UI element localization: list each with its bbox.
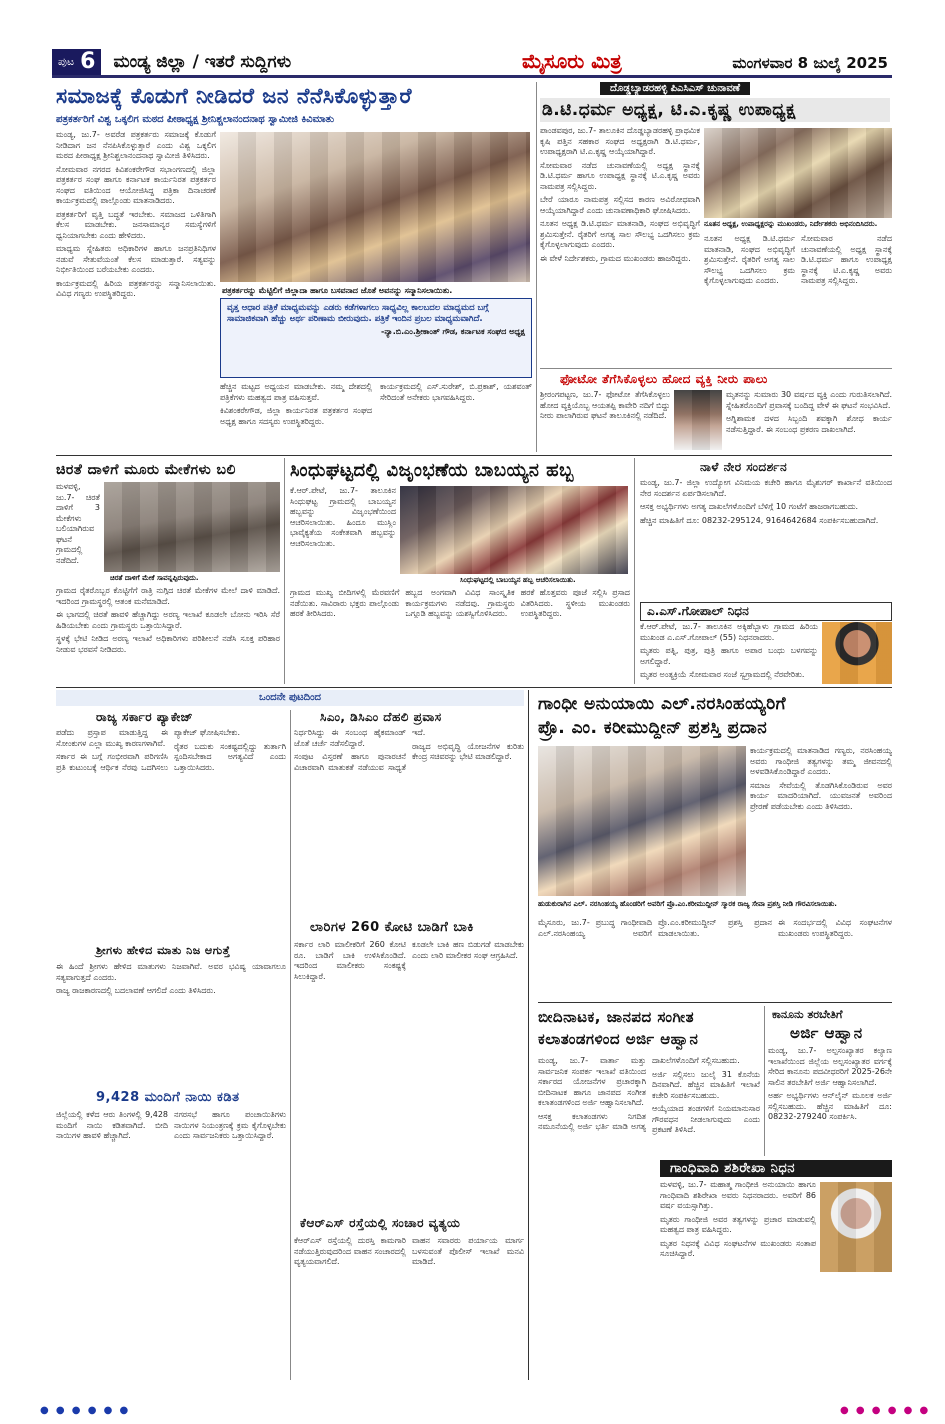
paragraph: ಕಿವಿಶಂಕರೇಗೌಡ, ಜಿಲ್ಲಾ ಕಾರ್ಯನಿರತ ಪತ್ರಕರ್ತರ ಸಂಘದ ಅಧ್ಯಕ್ಷ ಹಾಗೂ ಸದಸ್ಯರು ಉಪಸ್ಥಿತರಿದ್ದರು.	[220, 406, 372, 426]
paragraph: ಮೈಸೂರು, ಜು.7- ಪ್ರಬುದ್ಧ ಗಾಂಧೀವಾದಿ ಎಲ್.ನರಸಿಂಹಯ್ಯ ಅವರಿಗೆ ಪ್ರೊ.ಎಂ.ಕರೀಮುದ್ದೀನ್ ಪ್ರಶಸ್ತಿ ಪ್ರದಾನ ಮಾಡಲಾಯಿತು.	[538, 918, 772, 938]
paragraph: ಅರ್ಹ ಅಭ್ಯರ್ಥಿಗಳು ಆನ್‌ಲೈನ್ ಮೂಲಕ ಅರ್ಜಿ ಸಲ್ಲಿಸಬಹುದು. ಹೆಚ್ಚಿನ ಮಾಹಿತಿಗೆ ದೂ: 08232-279240 ಸಂಪರ್ಕಿಸಿ.	[768, 1091, 892, 1121]
story-headline: ಎ.ಎಸ್.ಗೋಪಾಲ್ ನಿಧನ	[640, 602, 892, 621]
continued-subheadline: ಲಾರಿಗಳ 260 ಕೋಟಿ ಬಾಡಿಗೆ ಬಾಕಿ	[310, 920, 474, 935]
photo-caption: ಸಿಂಧುಘಟ್ಟದಲ್ಲಿ ಬಾಬಯ್ಯನ ಹಬ್ಬ ಆಚರಿಸಲಾಯಿತು.	[460, 576, 576, 584]
paragraph: ಕಾರ್ಯಕ್ರಮದಲ್ಲಿ ಎಸ್.ಸುರೇಶ್, ಬಿ.ಪ್ರಕಾಶ್, ಯಶವಂತ್ ಸೇರಿದಂತೆ ಅನೇಕರು ಭಾಗವಹಿಸಿದ್ದರು.	[380, 382, 532, 402]
story-body-continued	[56, 586, 280, 682]
paragraph: ಶ್ರೀರಂಗಪಟ್ಟಣ, ಜು.7- ಫೋಟೋ ತೆಗೆಸಿಕೊಳ್ಳಲು ಹೋದ ವ್ಯಕ್ತಿಯೊಬ್ಬ ಆಯತಪ್ಪಿ ಕಾವೇರಿ ನದಿಗೆ ಬಿದ್ದು ನೀರು ಪಾಲಾಗಿರುವ ಘಟನೆ ತಾಲೂಕಿನಲ್ಲಿ ನಡೆದಿದೆ.	[540, 390, 670, 420]
story-body-continued	[290, 588, 630, 684]
registration-marks-right: ● ● ● ● ● ●	[840, 1405, 931, 1416]
paragraph: ಅಗ್ನಿಶಾಮಕ ದಳದ ಸಿಬ್ಬಂದಿ ಶವಕ್ಕಾಗಿ ಶೋಧ ಕಾರ್ಯ ನಡೆಸುತ್ತಿದ್ದಾರೆ. ಈ ಸಂಬಂಧ ಪ್ರಕರಣ ದಾಖಲಾಗಿದೆ.	[726, 414, 892, 434]
story-headline: ನಾಳೆ ನೇರ ಸಂದರ್ಶನ	[700, 460, 788, 474]
paragraph: ಸರ್ಕಾರ ಈ ಬಗ್ಗೆ ಗಂಭೀರವಾಗಿ ಪರಿಗಣಿಸಿ ಪ್ರತಿ ಕುಟುಂಬಕ್ಕೆ ಆರ್ಥಿಕ ನೆರವು ಒದಗಿಸಲು ಪ್ಯಾಕೇಜ್ ಘೋಷಿಸಬೇಕು.	[56, 728, 240, 772]
paragraph: ರಾಜ್ಯದ ಅಭಿವೃದ್ಧಿ ಯೋಜನೆಗಳ ಕುರಿತು ಕೇಂದ್ರ ಸಚಿವರನ್ನು ಭೇಟಿ ಮಾಡಲಿದ್ದಾರೆ.	[412, 741, 524, 761]
story-headline: ಗಾಂಧಿವಾದಿ ಶಶಿರೇಖಾ ನಿಧನ	[660, 1160, 892, 1177]
story-body	[660, 1180, 816, 1380]
paragraph: ಮಾಧ್ಯಮ ಸ್ನೇಹಿತರು ಅಧಿಕಾರಿಗಳ ಹಾಗೂ ಜನಪ್ರತಿನಿಧಿಗಳ ನಡುವೆ ಸೇತುವೆಯಂತೆ ಕೆಲಸ ಮಾಡುತ್ತಾರೆ. ಸತ್ಯವನ್ನು ನಿರ್ಭೀತಿಯಿಂದ ಬರೆಯಬೇಕು ಎಂದರು.	[56, 244, 216, 274]
story-body	[540, 126, 700, 366]
story-body-continued	[704, 234, 892, 366]
story-headline: ಸಿಂಧುಘಟ್ಟದಲ್ಲಿ ವಿಜೃಂಭಣೆಯ ಬಾಬಯ್ಯನ ಹಬ್ಬ	[290, 460, 574, 481]
page-number: 6	[80, 49, 96, 74]
quote-box	[220, 298, 532, 378]
story-headline: ಅರ್ಜಿ ಆಹ್ವಾನ	[790, 1024, 863, 1042]
issue-date: ಮಂಗಳವಾರ 8 ಜುಲೈ 2025	[732, 54, 888, 72]
paragraph: ಕೆಆರ್‌ಎಸ್ ರಸ್ತೆಯಲ್ಲಿ ದುರಸ್ತಿ ಕಾಮಗಾರಿ ನಡೆಯುತ್ತಿರುವುದರಿಂದ ವಾಹನ ಸಂಚಾರದಲ್ಲಿ ವ್ಯತ್ಯಯವಾಗಲಿದೆ.	[294, 1236, 406, 1266]
obituary-photo	[820, 1182, 892, 1272]
paragraph: ಸೋಮವಾರ ನಡೆದ ಚುನಾವಣೆಯಲ್ಲಿ ಅಧ್ಯಕ್ಷ ಸ್ಥಾನಕ್ಕೆ ಡಿ.ಟಿ.ಧರ್ಮ ಹಾಗೂ ಉಪಾಧ್ಯಕ್ಷ ಸ್ಥಾನಕ್ಕೆ ಟಿ.ಎ.ಕೃಷ್ಣ ಅವರು ನಾಮಪತ್ರ ಸಲ್ಲಿಸಿದ್ದರು.	[801, 234, 892, 285]
continued-headline: ರಾಜ್ಯ ಸರ್ಕಾರ ಪ್ಯಾಕೇಜ್	[96, 710, 194, 724]
column-divider	[528, 690, 529, 1380]
paragraph: ಹಬ್ಬದ ಅಂಗವಾಗಿ ವಿವಿಧ ಸಾಂಸ್ಕೃತಿಕ ಕಾರ್ಯಕ್ರಮಗಳು ನಡೆದವು. ಗ್ರಾಮಸ್ಥರು ಒಗ್ಗೂಡಿ ಹಬ್ಬವನ್ನು ಯಶಸ್ವಿಗೊಳಿಸಿದರು.	[405, 588, 515, 618]
paragraph: ಕಾರ್ಯಕ್ರಮದಲ್ಲಿ ಮಾತನಾಡಿದ ಗಣ್ಯರು, ನರಸಿಂಹಯ್ಯ ಅವರು ಗಾಂಧೀಜಿ ತತ್ವಗಳನ್ನು ತಮ್ಮ ಜೀವನದಲ್ಲಿ ಅಳವಡಿಸಿಕೊಂಡಿದ್ದಾರೆ ಎಂದರು.	[750, 746, 892, 776]
photo-caption: ಹುಡುಕುರಾಗಿನ ಎಲ್. ನರಸಿಂಹಯ್ಯ ಹೊಂಡರಿಗೆ ಅವರಿಗೆ ಪ್ರೊ.ಎಂ.ಕರೀಮುದ್ದೀನ್ ಸ್ಮಾರಕ ರಾಜ್ಯ ಸೇವಾ ಪ್ರಶಸ್ತಿ ನೀಡಿ ಗೌರವಿಸಲಾಯಿತು.	[538, 900, 837, 908]
continued-headline: ಸಿಎಂ, ಡಿಸಿಎಂ ದೆಹಲಿ ಪ್ರವಾಸ	[320, 710, 442, 724]
paragraph: ಗ್ರಾಮದ ಮುಖ್ಯ ಬೀದಿಗಳಲ್ಲಿ ಮೆರವಣಿಗೆ ನಡೆಯಿತು. ಸಾವಿರಾರು ಭಕ್ತರು ಪಾಲ್ಗೊಂಡು ಹರಕೆ ತೀರಿಸಿದರು.	[290, 588, 400, 618]
paragraph: ಹೆಚ್ಚಿನ ಮಟ್ಟದ ಅಧ್ಯಯನ ಮಾಡಬೇಕು. ನಮ್ಮ ದೇಶದಲ್ಲಿ ಪತ್ರಿಕೆಗಳು ಮಹತ್ವದ ಪಾತ್ರ ವಹಿಸುತ್ತವೆ.	[220, 382, 372, 402]
page-tag	[52, 49, 101, 75]
paragraph: ಮಂಡ್ಯ, ಜು.7- ಜಿಲ್ಲಾ ಉದ್ಯೋಗ ವಿನಿಮಯ ಕಚೇರಿ ಹಾಗೂ ಮೈಶುಗರ್ ಕಾರ್ಖಾನೆ ವತಿಯಿಂದ ನೇರ ಸಂದರ್ಶನ ಏರ್ಪಡಿಸಲಾಗಿದೆ.	[640, 478, 892, 498]
story-headline: ಗಾಂಧೀ ಅನುಯಾಯಿ ಎಲ್.ನರಸಿಂಹಯ್ಯರಿಗೆ	[538, 694, 787, 714]
story-body-continued	[220, 382, 532, 450]
story-kicker: ದೊಡ್ಡಬ್ಯಾಡರಹಳ್ಳಿ ಪಿಎಸಿಎಸ್ ಚುನಾವಣೆ	[600, 82, 750, 95]
story-body	[290, 486, 396, 572]
story-body	[640, 622, 818, 684]
divider	[540, 368, 892, 369]
story-photo	[704, 128, 892, 218]
story-photo	[400, 486, 628, 574]
quote-text: ವೃತ್ತ ಆಧಾರ ಪತ್ರಿಕೆ ಮಾಧ್ಯಮವನ್ನು ಎಡರು ಕಡೆಗಳಾಗಲು ಸಾಧ್ಯವಿಲ್ಲ ಕಾಲಬದಲ ಮಾಧ್ಯಮದ ಬಗ್ಗೆ ಸಾಮಾಜಿಕವಾಗಿ ಹೆಚ್ಚು ಅರ್ಥ ಪರಿಣಾಮ ಬೀರುವುದು. ಪತ್ರಿಕೆ ಇಂದಿನ ಪ್ರಬಲ ಮಾಧ್ಯಮವಾಗಿದೆ.	[227, 303, 489, 324]
paragraph: ಸೋಮವಾರ ನಗರದ ಕಿವಿಶಂಕರೇಗೌಡ ಸಭಾಂಗಣದಲ್ಲಿ ಜಿಲ್ಲಾ ಪತ್ರಕರ್ತರ ಸಂಘ ಹಾಗೂ ಕರ್ನಾಟಕ ಕಾರ್ಯನಿರತ ಪತ್ರಕರ್ತರ ಸಂಘದ ವತಿಯಿಂದ ಆಯೋಜಿಸಿದ್ದ ಪತ್ರಿಕಾ ದಿನಾಚರಣೆ ಕಾರ್ಯಕ್ರಮದಲ್ಲಿ ಪಾಲ್ಗೊಂಡು ಮಾತನಾಡಿದರು.	[56, 164, 216, 205]
story-body	[768, 1046, 892, 1158]
paragraph: ಹರಕೆ ಹೊತ್ತವರು ಪೂಜೆ ಸಲ್ಲಿಸಿ ಪ್ರಸಾದ ವಿತರಿಸಿದರು. ಸ್ಥಳೀಯ ಮುಖಂಡರು ಉಪಸ್ಥಿತರಿದ್ದರು.	[520, 588, 630, 618]
paragraph: ಕಾರ್ಯಕ್ರಮದಲ್ಲಿ ಹಿರಿಯ ಪತ್ರಕರ್ತರನ್ನು ಸನ್ಮಾನಿಸಲಾಯಿತು. ವಿವಿಧ ಗಣ್ಯರು ಉಪಸ್ಥಿತರಿದ್ದರು.	[56, 278, 216, 298]
paragraph: ಸ್ಥಳಕ್ಕೆ ಭೇಟಿ ನೀಡಿದ ಅರಣ್ಯ ಇಲಾಖೆ ಅಧಿಕಾರಿಗಳು ಪರಿಶೀಲನೆ ನಡೆಸಿ ಸೂಕ್ತ ಪರಿಹಾರ ನೀಡುವ ಭರವಸೆ ನೀಡಿದರು.	[56, 634, 280, 654]
continued-body	[294, 728, 524, 914]
section-title: ಮಂಡ್ಯ ಜಿಲ್ಲಾ / ಇತರೆ ಸುದ್ದಿಗಳು	[113, 51, 292, 72]
paragraph: ಹೆಚ್ಚಿನ ಮಾಹಿತಿಗೆ ದೂ: 08232-295124, 9164642684 ಸಂಪರ್ಕಿಸಬಹುದಾಗಿದೆ.	[640, 515, 879, 525]
divider	[56, 455, 892, 456]
paragraph: ಮೃತರ ನಿಧನಕ್ಕೆ ವಿವಿಧ ಸಂಘಟನೆಗಳ ಮುಖಂಡರು ಸಂತಾಪ ಸೂಚಿಸಿದ್ದಾರೆ.	[660, 1238, 816, 1258]
paragraph: ಮಂಡ್ಯ, ಜು.7- ಅಲ್ಪಸಂಖ್ಯಾತರ ಕಲ್ಯಾಣ ಇಲಾಖೆಯಿಂದ ಜಿಲ್ಲೆಯ ಅಲ್ಪಸಂಖ್ಯಾತರ ವರ್ಗಕ್ಕೆ ಸೇರಿದ ಕಾನೂನು ಪದವೀಧರರಿಗೆ 2025-26ನೇ ಸಾಲಿನ ತರಬೇತಿಗೆ ಅರ್ಜಿ ಆಹ್ವಾನಿಸಲಾಗಿದೆ.	[768, 1046, 892, 1087]
paragraph: ಮಂಡ್ಯ, ಜು.7- ಅವರೆಡ ಪತ್ರಕರ್ತರು ಸಮಾಜಕ್ಕೆ ಕೊಡುಗೆ ನೀಡಿದಾಗ ಜನ ನೆನಪಿಸಿಕೊಳ್ಳುತ್ತಾರೆ ಎಂದು ವಿಶ್ವ ಒಕ್ಕಲಿಗ ಮಠದ ಪೀಠಾಧ್ಯಕ್ಷ ಶ್ರೀನಿಶ್ಚಲಾನಂದನಾಥ ಸ್ವಾಮೀಜಿ ತಿಳಿಸಿದರು.	[56, 130, 216, 160]
paragraph: ಪಡೆದು ಪ್ರಸ್ತಾಪ ಮಾಡುತ್ತಿದ್ದ ಈ ಸೋಂಕುಗಳ ಎಲ್ಲಾ ಮುಖ್ಯ ಕಾರಣಗಳಾಗಿವೆ.	[56, 728, 168, 748]
story-headline: ಪ್ರೊ. ಎಂ. ಕರೀಮುದ್ದೀನ್ ಪ್ರಶಸ್ತಿ ಪ್ರದಾನ	[538, 718, 768, 738]
story-body-continued	[726, 390, 892, 452]
paragraph: ಆಸಕ್ತ ಕಲಾತಂಡಗಳು ನಿಗದಿತ ನಮೂನೆಯಲ್ಲಿ ಅರ್ಜಿ ಭರ್ತಿ ಮಾಡಿ ಅಗತ್ಯ ದಾಖಲೆಗಳೊಂದಿಗೆ ಸಲ್ಲಿಸಬಹುದು.	[538, 1056, 740, 1131]
stat-body	[56, 1110, 286, 1380]
story-photo	[220, 132, 530, 282]
paragraph: ಸಂಪುಟ ವಿಸ್ತರಣೆ ಹಾಗೂ ಪುನಾರಚನೆ ವಿಚಾರವಾಗಿ ಮಾತುಕತೆ ನಡೆಯುವ ಸಾಧ್ಯತೆ ಇದೆ.	[294, 728, 426, 772]
paragraph: ಸಮಾಜ ಸೇವೆಯಲ್ಲಿ ತೊಡಗಿಸಿಕೊಂಡಿರುವ ಅವರ ಕಾರ್ಯ ಮಾದರಿಯಾಗಿದೆ. ಯುವಜನತೆ ಅವರಿಂದ ಪ್ರೇರಣೆ ಪಡೆಯಬೇಕು ಎಂದು ತಿಳಿಸಿದರು.	[750, 780, 892, 811]
paragraph: ಕೂಡಲೇ ಬಾಕಿ ಹಣ ಬಿಡುಗಡೆ ಮಾಡಬೇಕು ಎಂದು ಲಾರಿ ಮಾಲೀಕರ ಸಂಘ ಆಗ್ರಹಿಸಿದೆ.	[412, 940, 524, 960]
story-photo	[538, 746, 746, 896]
paragraph: ರಾಜ್ಯ ರಾಜಕಾರಣದಲ್ಲಿ ಬದಲಾವಣೆ ಆಗಲಿದೆ ಎಂದು ತಿಳಿಸಿದರು.	[56, 986, 216, 995]
paragraph: ಕೆ.ಆರ್.ಪೇಟೆ, ಜು.7- ತಾಲೂಕಿನ ಅಕ್ಕಿಹೆಬ್ಬಾಳು ಗ್ರಾಮದ ಹಿರಿಯ ಮುಖಂಡ ಎ.ಎಸ್.ಗೋಪಾಲ್ (55) ನಿಧನರಾದರು.	[640, 622, 818, 642]
obituary-photo	[822, 622, 892, 684]
paragraph: ರೈತರ ಬದುಕು ಸಂಕಷ್ಟದಲ್ಲಿದ್ದು ತುರ್ತಾಗಿ ಸ್ಪಂದಿಸಬೇಕಾದ ಅಗತ್ಯವಿದೆ ಎಂದು ಒತ್ತಾಯಿಸಿದರು.	[174, 741, 286, 772]
paragraph: ಗ್ರಾಮದ ರೈತರೊಬ್ಬರ ಕೊಟ್ಟಿಗೆಗೆ ರಾತ್ರಿ ನುಗ್ಗಿದ ಚಿರತೆ ಮೇಕೆಗಳ ಮೇಲೆ ದಾಳಿ ಮಾಡಿದೆ. ಇದರಿಂದ ಗ್ರಾಮಸ್ಥರಲ್ಲಿ ಆತಂಕ ಮನೆಮಾಡಿದೆ.	[56, 586, 280, 606]
paragraph: ಆಸಕ್ತ ಅಭ್ಯರ್ಥಿಗಳು ಅಗತ್ಯ ದಾಖಲೆಗಳೊಂದಿಗೆ ಬೆಳಿಗ್ಗೆ 10 ಗಂಟೆಗೆ ಹಾಜರಾಗಬಹುದು.	[640, 502, 859, 511]
paragraph: ಅರ್ಜಿ ಸಲ್ಲಿಸಲು ಜುಲೈ 31 ಕೊನೆಯ ದಿನವಾಗಿದೆ. ಹೆಚ್ಚಿನ ಮಾಹಿತಿಗೆ ಇಲಾಖೆ ಕಚೇರಿ ಸಂಪರ್ಕಿಸಬಹುದು.	[652, 1069, 760, 1100]
divider	[538, 1002, 892, 1003]
story-headline: ಸಮಾಜಕ್ಕೆ ಕೊಡುಗೆ ನೀಡಿದರೆ ಜನ ನೆನೆಸಿಕೊಳ್ಳುತ್ತಾರೆ	[56, 84, 412, 108]
paragraph: ಈ ವೇಳೆ ನಿರ್ದೇಶಕರು, ಗ್ರಾಮದ ಮುಖಂಡರು ಹಾಜರಿದ್ದರು.	[540, 253, 691, 263]
paragraph: ಆಯ್ಕೆಯಾದ ತಂಡಗಳಿಗೆ ನಿಯಮಾನುಸಾರ ಗೌರವಧನ ನೀಡಲಾಗುವುದು ಎಂದು ಪ್ರಕಟಣೆ ತಿಳಿಸಿದೆ.	[652, 1104, 760, 1134]
photo-caption: ಪತ್ರಕರ್ತರನ್ನು ಮೆಟ್ಟಿಲಿಗೆ ಜಿಲ್ಲಾದಾ ಹಾಗೂ ಬಸವನಾದ ಜೊತೆ ಅವನನ್ನು ಸನ್ಮಾನಿಸಲಾಯಿತು.	[222, 286, 453, 295]
story-headline: ಚಿರತೆ ದಾಳಿಗೆ ಮೂರು ಮೇಕೆಗಳು ಬಲಿ	[56, 462, 236, 478]
story-body-continued	[538, 918, 892, 998]
photo-caption: ನೂತನ ಅಧ್ಯಕ್ಷ, ಉಪಾಧ್ಯಕ್ಷರನ್ನು ಮುಖಂಡರು, ನಿರ್ದೇಶಕರು ಅಭಿನಂದಿಸಿದರು.	[704, 220, 878, 228]
continued-body	[294, 1236, 524, 1380]
paragraph: ಪಾಂಡವಪುರ, ಜು.7- ತಾಲೂಕಿನ ದೊಡ್ಡಬ್ಯಾಡರಹಳ್ಳಿ ಪ್ರಾಥಮಿಕ ಕೃಷಿ ಪತ್ತಿನ ಸಹಕಾರ ಸಂಘದ ಅಧ್ಯಕ್ಷರಾಗಿ ಡಿ.ಟಿ.ಧರ್ಮ, ಉಪಾಧ್ಯಕ್ಷರಾಗಿ ಟಿ.ಎ.ಕೃಷ್ಣ ಆಯ್ಕೆಯಾಗಿದ್ದಾರೆ.	[540, 126, 700, 156]
paragraph: ಮೃತರ ಅಂತ್ಯಕ್ರಿಯೆ ಸೋಮವಾರ ಸಂಜೆ ಸ್ವಗ್ರಾಮದಲ್ಲಿ ನೆರವೇರಿತು.	[640, 670, 805, 679]
paragraph: ಪತ್ರಕರ್ತರಿಗೆ ವೃತ್ತಿ ಬದ್ಧತೆ ಇರಬೇಕು. ಸಮಾಜದ ಒಳಿತಿಗಾಗಿ ಕೆಲಸ ಮಾಡಬೇಕು. ಜನಸಾಮಾನ್ಯರ ಸಮಸ್ಯೆಗಳಿಗೆ ಧ್ವನಿಯಾಗಬೇಕು ಎಂದು ಹೇಳಿದರು.	[56, 209, 216, 240]
divider	[56, 687, 892, 688]
story-headline: ಕಲಾತಂಡಗಳಿಂದ ಅರ್ಜಿ ಆಹ್ವಾನ	[538, 1030, 699, 1048]
story-headline: ಬೀದಿನಾಟಕ, ಜಾನಪದ ಸಂಗೀತ	[538, 1008, 695, 1026]
paragraph: ಮಂಡ್ಯ, ಜು.7- ವಾರ್ತಾ ಮತ್ತು ಸಾರ್ವಜನಿಕ ಸಂಪರ್ಕ ಇಲಾಖೆ ವತಿಯಿಂದ ಸರ್ಕಾರದ ಯೋಜನೆಗಳ ಪ್ರಚಾರಕ್ಕಾಗಿ ಬೀದಿನಾಟಕ ಹಾಗೂ ಜಾನಪದ ಸಂಗೀತ ಕಲಾತಂಡಗಳಿಂದ ಅರ್ಜಿ ಆಹ್ವಾನಿಸಲಾಗಿದೆ.	[538, 1056, 646, 1107]
paragraph: ಮಳವಳ್ಳಿ, ಜು.7- ಮಹಾತ್ಮ ಗಾಂಧೀಜಿ ಅನುಯಾಯಿ ಹಾಗೂ ಗಾಂಧಿವಾದಿ ಶಶಿರೇಖಾ ಅವರು ನಿಧನರಾದರು. ಅವರಿಗೆ 86 ವರ್ಷ ವಯಸ್ಸಾಗಿತ್ತು.	[660, 1180, 816, 1210]
paragraph: ಮೃತರು ಪತ್ನಿ, ಪುತ್ರ, ಪುತ್ರಿ ಹಾಗೂ ಅಪಾರ ಬಂಧು ಬಳಗವನ್ನು ಅಗಲಿದ್ದಾರೆ.	[640, 646, 818, 666]
page-label: ಪುಟ	[58, 54, 75, 68]
stat-headline: 9,428 ಮಂದಿಗೆ ನಾಯಿ ಕಡಿತ	[96, 1090, 240, 1105]
paragraph: ನಿರ್ಧರಿಸಿದ್ದು ಈ ಸಂಬಂಧ ಹೈಕಮಾಂಡ್ ಜೊತೆ ಚರ್ಚೆ ನಡೆಸಲಿದ್ದಾರೆ.	[294, 728, 406, 748]
paragraph: ಮೃತರು ಗಾಂಧೀಜಿ ಅವರ ತತ್ವಗಳನ್ನು ಪ್ರಚಾರ ಮಾಡುವಲ್ಲಿ ಮಹತ್ವದ ಪಾತ್ರ ವಹಿಸಿದ್ದರು.	[660, 1214, 816, 1234]
continued-body	[56, 728, 286, 928]
story-photo	[674, 390, 722, 450]
continued-subbody	[294, 940, 524, 1108]
continued-subheadline: ಶ್ರೀಗಳು ಹೇಳಿದ ಮಾತು ನಿಜ ಆಗುತ್ತೆ	[96, 944, 231, 957]
column-divider	[634, 458, 635, 684]
paragraph: ವಾಹನ ಸವಾರರು ಪರ್ಯಾಯ ಮಾರ್ಗ ಬಳಸುವಂತೆ ಪೊಲೀಸ್ ಇಲಾಖೆ ಮನವಿ ಮಾಡಿದೆ.	[412, 1236, 524, 1266]
paragraph: ಬೇರೆ ಯಾರೂ ನಾಮಪತ್ರ ಸಲ್ಲಿಸದ ಕಾರಣ ಅವಿರೋಧವಾಗಿ ಆಯ್ಕೆಯಾಗಿದ್ದಾರೆ ಎಂದು ಚುನಾವಣಾಧಿಕಾರಿ ಘೋಷಿಸಿದರು.	[540, 195, 700, 215]
story-body	[540, 390, 670, 452]
paragraph: ಮಳವಳ್ಳಿ, ಜು.7- ಚಿರತೆ ದಾಳಿಗೆ 3 ಮೇಕೆಗಳು ಬಲಿಯಾಗಿರುವ ಘಟನೆ ಗ್ರಾಮದಲ್ಲಿ ನಡೆದಿದೆ.	[56, 482, 100, 565]
continued-subbody	[56, 962, 286, 1082]
continued-headline: ಕೆಆರ್‌ಎಸ್ ರಸ್ತೆಯಲ್ಲಿ ಸಂಚಾರ ವ್ಯತ್ಯಯ	[300, 1216, 461, 1230]
story-headline: ಡಿ.ಟಿ.ಧರ್ಮ ಅಧ್ಯಕ್ಷ, ಟಿ.ಎ.ಕೃಷ್ಣ ಉಪಾಧ್ಯಕ್ಷ	[540, 98, 890, 122]
column-divider	[284, 458, 285, 684]
story-subhead: ಪತ್ರಕರ್ತರಿಗೆ ವಿಶ್ವ ಒಕ್ಕಲಿಗ ಮಠದ ಪೀಠಾಧ್ಯಕ್ಷ ಶ್ರೀನಿಶ್ಚಲಾನಂದನಾಥ ಸ್ವಾಮೀಜಿ ಕಿವಿಮಾತು	[56, 114, 335, 125]
paragraph: ಸೋಮವಾರ ನಡೆದ ಚುನಾವಣೆಯಲ್ಲಿ ಅಧ್ಯಕ್ಷ ಸ್ಥಾನಕ್ಕೆ ಡಿ.ಟಿ.ಧರ್ಮ ಹಾಗೂ ಉಪಾಧ್ಯಕ್ಷ ಸ್ಥಾನಕ್ಕೆ ಟಿ.ಎ.ಕೃಷ್ಣ ಅವರು ನಾಮಪತ್ರ ಸಲ್ಲಿಸಿದ್ದರು.	[540, 160, 700, 191]
story-body	[56, 482, 100, 582]
paragraph: ನೂತನ ಅಧ್ಯಕ್ಷ ಡಿ.ಟಿ.ಧರ್ಮ ಮಾತನಾಡಿ, ಸಂಘದ ಅಭಿವೃದ್ಧಿಗೆ ಶ್ರಮಿಸುತ್ತೇನೆ. ರೈತರಿಗೆ ಅಗತ್ಯ ಸಾಲ ಸೌಲಭ್ಯ ಒದಗಿಸಲು ಕ್ರಮ ಕೈಗೊಳ್ಳಲಾಗುವುದು ಎಂದರು.	[704, 234, 795, 285]
quote-attribution: -ನ್ಯಾ.ಬಿ.ಎಂ.ಶ್ರೀಕಾಂತ್ ಗೌಡ, ಕರ್ನಾಟಕ ಸಂಘದ ಅಧ್ಯಕ್ಷ	[381, 327, 525, 336]
paragraph: ಈ ಹಿಂದೆ ಶ್ರೀಗಳು ಹೇಳಿದ ಮಾತುಗಳು ನಿಜವಾಗಿವೆ. ಅವರ ಭವಿಷ್ಯ ಯಾವಾಗಲೂ ಸತ್ಯವಾಗುತ್ತದೆ ಎಂದರು.	[56, 962, 286, 982]
paragraph: ಕೆ.ಆರ್.ಪೇಟೆ, ಜು.7- ತಾಲೂಕಿನ ಸಿಂಧುಘಟ್ಟ ಗ್ರಾಮದಲ್ಲಿ ಬಾಬಯ್ಯನ ಹಬ್ಬವನ್ನು ವಿಜೃಂಭಣೆಯಿಂದ ಆಚರಿಸಲಾಯಿತು. ಹಿಂದೂ ಮುಸ್ಲಿಂ ಭಾವೈಕ್ಯತೆಯ ಸಂಕೇತವಾಗಿ ಹಬ್ಬವನ್ನು ಆಚರಿಸಲಾಯಿತು.	[290, 486, 396, 548]
story-headline: ಫೋಟೋ ತೆಗೆಸಿಕೊಳ್ಳಲು ಹೋದ ವ್ಯಕ್ತಿ ನೀರು ಪಾಲು	[560, 372, 768, 386]
paper-name: ಮೈಸೂರು ಮಿತ್ರ	[522, 49, 622, 73]
story-photo	[104, 482, 280, 572]
section-banner: ಒಂದನೇ ಪುಟದಿಂದ	[56, 690, 524, 706]
paragraph: ಜಿಲ್ಲೆಯಲ್ಲಿ ಕಳೆದ ಆರು ತಿಂಗಳಲ್ಲಿ 9,428 ಮಂದಿಗೆ ನಾಯಿ ಕಡಿತವಾಗಿದೆ. ಬೀದಿ ನಾಯಿಗಳ ಹಾವಳಿ ಹೆಚ್ಚಾಗಿದೆ.	[56, 1110, 168, 1140]
paragraph: ನಗರಸಭೆ ಹಾಗೂ ಪಂಚಾಯಿತಿಗಳು ನಾಯಿಗಳ ನಿಯಂತ್ರಣಕ್ಕೆ ಕ್ರಮ ಕೈಗೊಳ್ಳಬೇಕು ಎಂದು ಸಾರ್ವಜನಿಕರು ಒತ್ತಾಯಿಸಿದ್ದಾರೆ.	[174, 1110, 286, 1140]
photo-caption: ಚಿರತೆ ದಾಳಿಗೆ ಮೇಕೆ ಸಾವನ್ನಪ್ಪಿರುವುದು.	[110, 574, 199, 582]
paragraph: ಈ ಸಂದರ್ಭದಲ್ಲಿ ವಿವಿಧ ಸಂಘಟನೆಗಳ ಮುಖಂಡರು ಉಪಸ್ಥಿತರಿದ್ದರು.	[778, 918, 892, 938]
paragraph: ಮೃತನನ್ನು ಸುಮಾರು 30 ವರ್ಷದ ವ್ಯಕ್ತಿ ಎಂದು ಗುರುತಿಸಲಾಗಿದೆ. ಸ್ನೇಹಿತರೊಂದಿಗೆ ಪ್ರವಾಸಕ್ಕೆ ಬಂದಿದ್ದ ವೇಳೆ ಈ ಘಟನೆ ಸಂಭವಿಸಿದೆ.	[726, 390, 892, 410]
column-divider	[764, 1006, 765, 1156]
registration-marks-left: ● ● ● ● ● ●	[40, 1405, 131, 1416]
story-body	[56, 130, 216, 448]
paragraph: ಸರ್ಕಾರ ಲಾರಿ ಮಾಲೀಕರಿಗೆ 260 ಕೋಟಿ ರೂ. ಬಾಡಿಗೆ ಬಾಕಿ ಉಳಿಸಿಕೊಂಡಿದೆ. ಇದರಿಂದ ಮಾಲೀಕರು ಸಂಕಷ್ಟಕ್ಕೆ ಸಿಲುಕಿದ್ದಾರೆ.	[294, 940, 406, 981]
paragraph: ನೂತನ ಅಧ್ಯಕ್ಷ ಡಿ.ಟಿ.ಧರ್ಮ ಮಾತನಾಡಿ, ಸಂಘದ ಅಭಿವೃದ್ಧಿಗೆ ಶ್ರಮಿಸುತ್ತೇನೆ. ರೈತರಿಗೆ ಅಗತ್ಯ ಸಾಲ ಸೌಲಭ್ಯ ಒದಗಿಸಲು ಕ್ರಮ ಕೈಗೊಳ್ಳಲಾಗುವುದು ಎಂದರು.	[540, 219, 700, 249]
story-body	[640, 478, 892, 596]
story-headline: ಕಾನೂನು ತರಬೇತಿಗೆ	[772, 1008, 843, 1021]
column-divider	[290, 710, 291, 1380]
paragraph: ಈ ಭಾಗದಲ್ಲಿ ಚಿರತೆ ಹಾವಳಿ ಹೆಚ್ಚಾಗಿದ್ದು ಅರಣ್ಯ ಇಲಾಖೆ ಕೂಡಲೇ ಬೋನು ಇರಿಸಿ ಸೆರೆ ಹಿಡಿಯಬೇಕು ಎಂದು ಗ್ರಾಮಸ್ಥರು ಒತ್ತಾಯಿಸಿದ್ದಾರೆ.	[56, 610, 280, 630]
column-divider	[536, 82, 537, 452]
masthead	[52, 48, 892, 78]
story-body	[750, 746, 892, 896]
